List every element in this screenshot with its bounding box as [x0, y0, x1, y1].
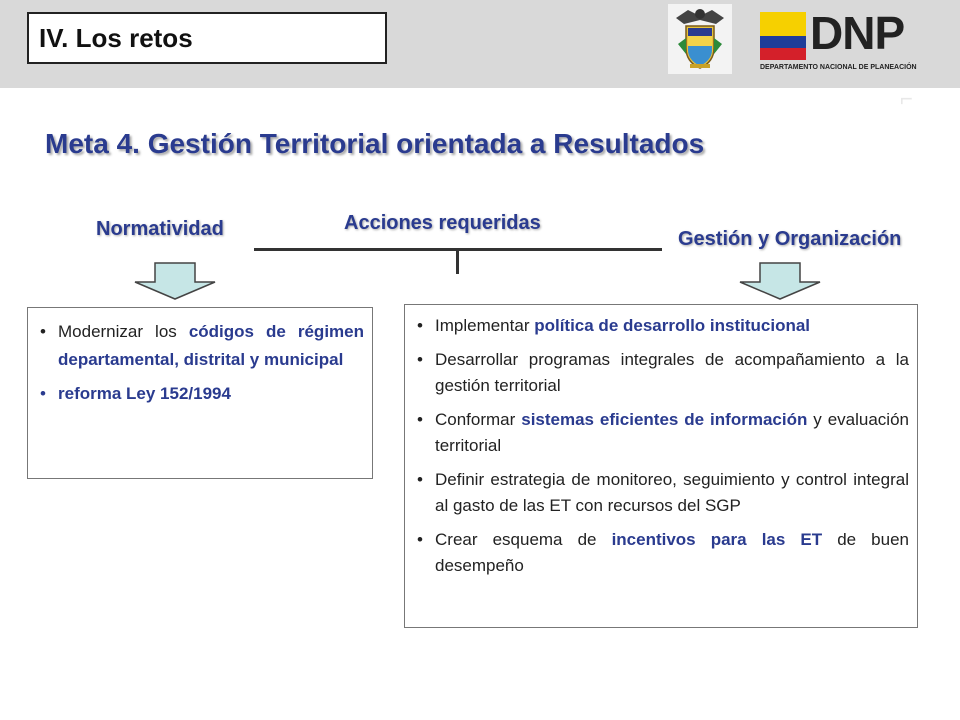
item-highlight: reforma Ley 152/1994	[58, 384, 231, 403]
list-item	[36, 318, 364, 374]
normatividad-box	[27, 307, 373, 479]
item-text: Modernizar los	[58, 322, 189, 341]
flag-red	[760, 48, 806, 60]
item-highlight: códigos de régimen departamental, distrital y municipal	[58, 322, 364, 369]
connector-vertical	[456, 250, 459, 274]
corner-mark-icon: ⌐	[900, 86, 913, 111]
item-highlight: incentivos para las ET	[611, 530, 823, 549]
item-text: Conformar	[435, 410, 522, 429]
list-item	[36, 380, 364, 408]
down-arrow-icon	[133, 262, 217, 300]
item-highlight: sistemas eficientes de información	[521, 410, 808, 429]
list-item	[413, 313, 909, 339]
gestion-box	[404, 304, 918, 628]
coat-of-arms-icon	[668, 4, 732, 74]
dnp-wordmark: DNP	[810, 7, 905, 59]
item-text: Desarrollar programas integrales de acompañamiento a la gestión territorial	[435, 350, 909, 395]
item-text: Implementar	[435, 316, 535, 335]
page-title: Meta 4. Gestión Territorial orientada a Resultados	[45, 128, 705, 159]
item-text: Definir estrategia de monitoreo, seguimiento y control integral al gasto de las ET con recursos del SGP	[435, 470, 909, 515]
flag-yellow	[760, 12, 806, 36]
list-item	[413, 407, 909, 459]
flag-blue	[760, 36, 806, 48]
list-item	[413, 347, 909, 399]
list-item	[413, 527, 909, 579]
down-arrow-icon	[738, 262, 822, 300]
section-label: IV. Los retos	[27, 12, 387, 64]
item-text: y evaluación territorial	[435, 410, 909, 455]
item-highlight: política de desarrollo institucional	[534, 316, 811, 335]
dnp-subtitle: DEPARTAMENTO NACIONAL DE PLANEACIÓN	[760, 64, 917, 71]
item-text: de buen desempeño	[435, 530, 909, 575]
list-item	[413, 467, 909, 519]
dnp-logo	[760, 7, 935, 72]
header-gestion: Gestión y Organización	[678, 228, 902, 250]
item-text: Crear esquema de	[435, 530, 612, 549]
header-normatividad: Normatividad	[96, 218, 224, 240]
header-acciones: Acciones requeridas	[344, 212, 541, 234]
